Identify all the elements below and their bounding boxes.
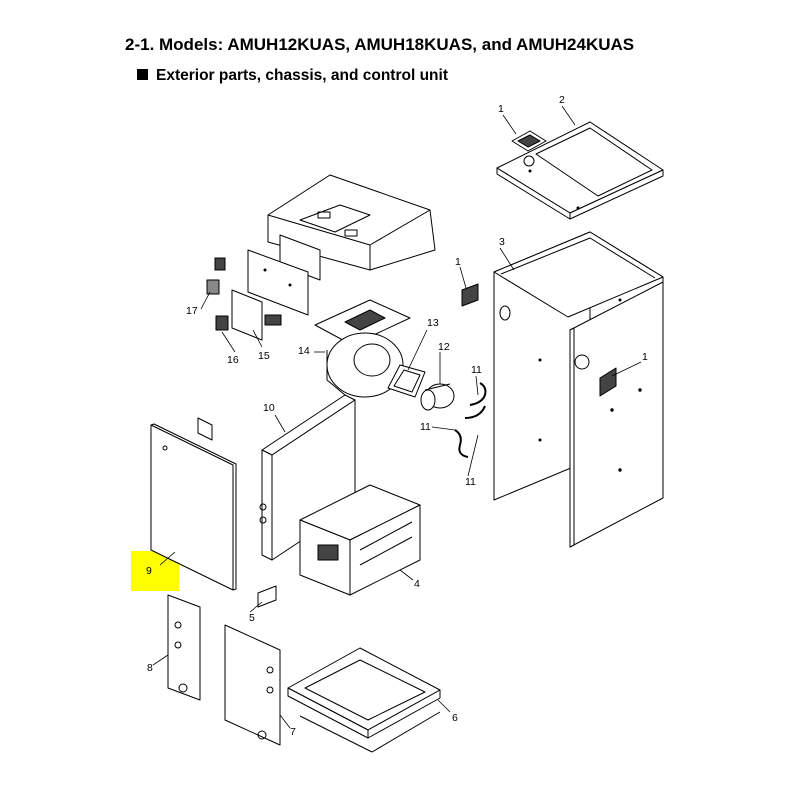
callout-9: 9 [146, 565, 152, 577]
part-17-relay [215, 258, 225, 270]
callout-13: 13 [427, 317, 439, 329]
part-1-grille [462, 284, 478, 306]
callout-5: 5 [249, 612, 255, 624]
callout-3: 3 [499, 236, 505, 248]
callout-12: 12 [438, 341, 450, 353]
page-title: 2-1. Models: AMUH12KUAS, AMUH18KUAS, and AMUH24KUAS [125, 35, 635, 54]
part-6-base [288, 648, 440, 752]
part-9-side-panel [151, 418, 236, 590]
part-2-top-panel [497, 122, 663, 219]
callout-7: 7 [290, 726, 296, 738]
callout-2: 2 [559, 94, 565, 106]
part-17-sensor [207, 280, 219, 294]
part-7-panel [225, 625, 280, 745]
callout-11: 11 [471, 364, 482, 376]
callout-6: 6 [452, 712, 458, 724]
part-8-panel [168, 595, 200, 700]
part-12-motor [421, 384, 454, 410]
callout-15: 15 [258, 350, 270, 362]
callout-8: 8 [147, 662, 153, 674]
callout-11: 11 [465, 476, 476, 488]
part-5-bracket [258, 586, 276, 607]
part-16-terminal [216, 316, 228, 330]
callout-17: 17 [186, 305, 198, 317]
upper-chassis-bracket [268, 175, 435, 280]
callout-1: 1 [455, 256, 461, 268]
callout-1: 1 [498, 103, 504, 115]
callout-1: 1 [642, 351, 648, 363]
callout-10: 10 [263, 402, 275, 414]
part-11-pipes [455, 383, 485, 457]
callout-11: 11 [420, 421, 431, 433]
callout-16: 16 [227, 354, 239, 366]
callout-14: 14 [298, 345, 310, 357]
callout-4: 4 [414, 578, 420, 590]
section-subtitle-text: Exterior parts, chassis, and control unit [156, 67, 448, 84]
